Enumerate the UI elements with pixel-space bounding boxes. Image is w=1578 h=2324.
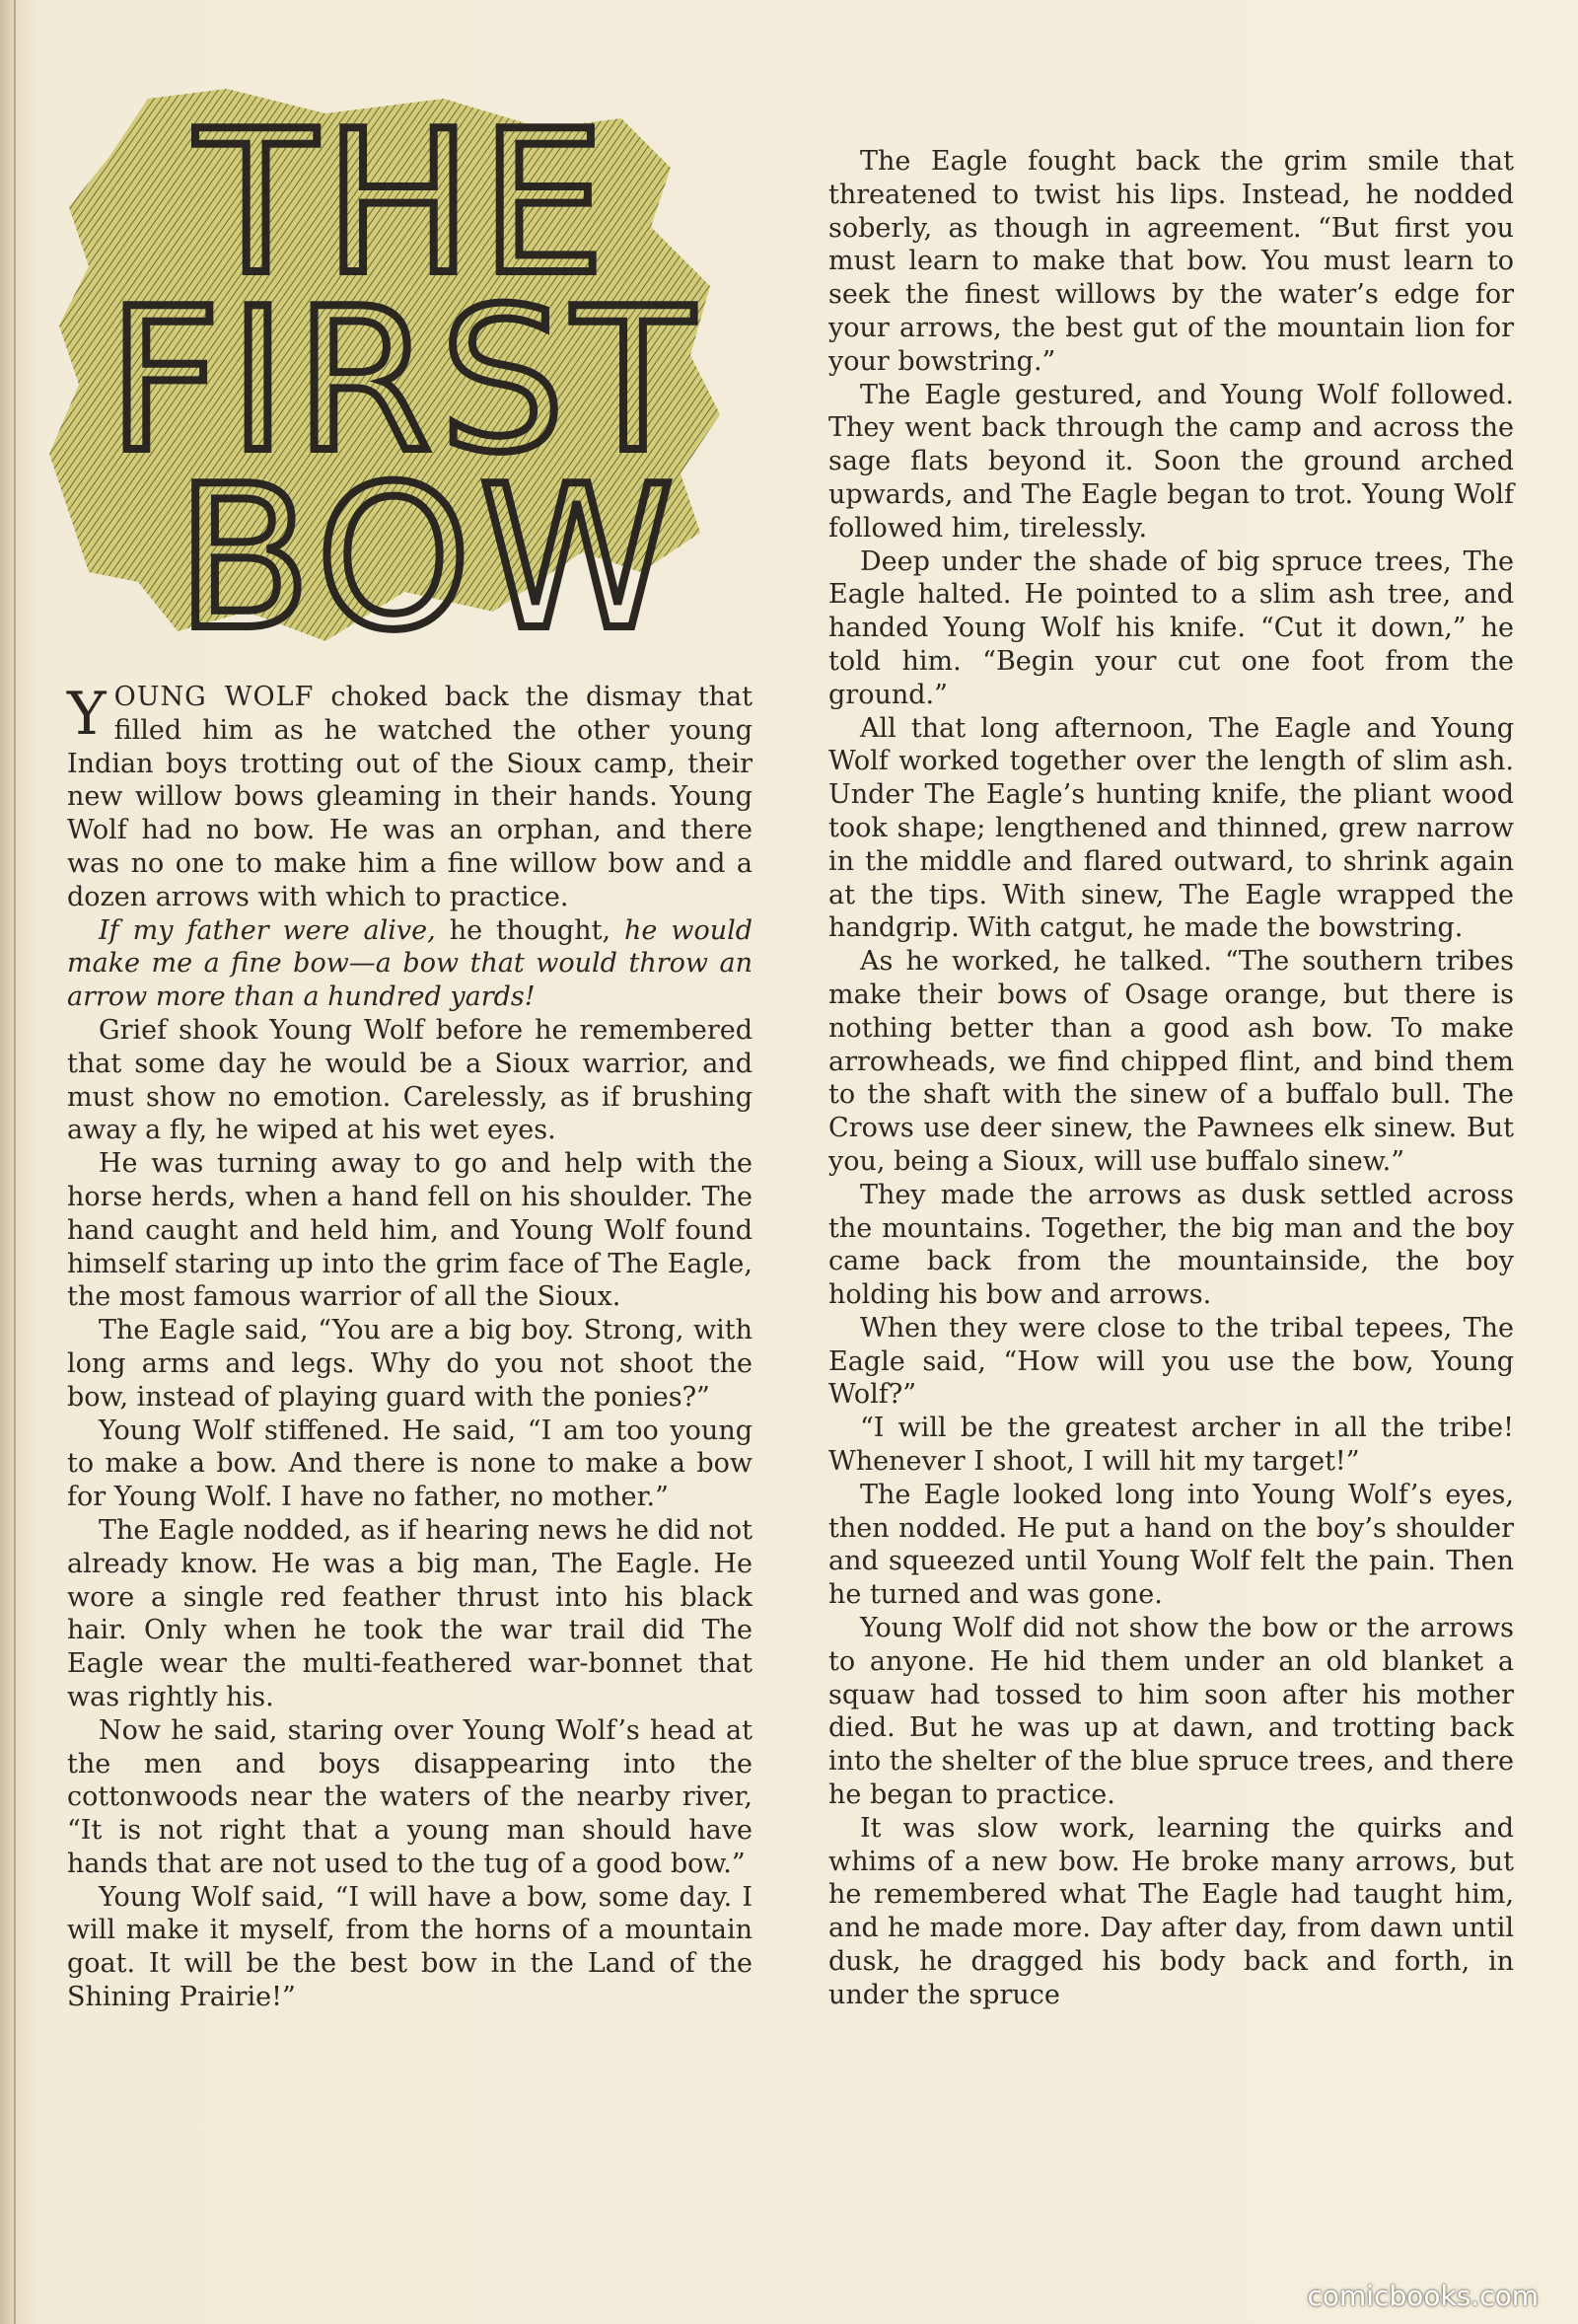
left-paragraph-2	[67, 914, 753, 1014]
right-paragraph-6: They made the arrows as dusk settled across the mountains. Together, the big man and the boy came back from the mountainside, the boy holding his bow and arrows.	[828, 1179, 1514, 1311]
right-paragraph-5: As he worked, he talked. “The southern tribes make their bows of Osage orange, but there is nothing better than a good ash bow. To make arrowheads, we find chipped flint, and bind them to the shaft with the sinew of a buffalo bull. The Crows use deer sinew, the Pawnees elk sinew. But you, being a Sioux, will use buffalo sinew.”	[828, 946, 1514, 1177]
right-paragraph-4: All that long afternoon, The Eagle and Young Wolf worked together over the length of slim ash. Under The Eagle’s hunting knife, the pliant wood took shape; lengthened and thinned, grew narrow in the middle and flared outward, to shrink again at the tips. With sinew, The Eagle wrapped the handgrip. With catgut, he made the bowstring.	[828, 712, 1514, 944]
left-paragraph-4: He was turning away to go and help with the horse herds, when a hand fell on his shoulder. The hand caught and held him, and Young Wolf found himself staring up into the grim face of The Eagle, the most famous warrior of all the Sioux.	[67, 1148, 753, 1313]
right-column	[828, 145, 1514, 2012]
left-paragraph-6: Young Wolf stiffened. He said, “I am too young to make a bow. And there is none to make a bow for Young Wolf. I have no father, no mother.”	[67, 1415, 753, 1513]
site-watermark: comicbooks.com	[1307, 2280, 1539, 2312]
right-paragraph-8: “I will be the greatest archer in all the tribe! Whenever I shoot, I will hit my target!”	[828, 1413, 1514, 1478]
left-column	[67, 681, 753, 2014]
right-paragraph-9: The Eagle looked long into Young Wolf’s eyes, then nodded. He put a hand on the boy’s shoulder and squeezed until Young Wolf felt the pain. Then he turned and was gone.	[828, 1479, 1514, 1611]
page-spine	[14, 0, 16, 2324]
left-paragraph-8: Now he said, staring over Young Wolf’s head at the men and boys disappearing into the cottonwoods near the waters of the nearby river, “It is not right that a young man should have hands that are not used to the tug of a good bow.”	[67, 1714, 753, 1879]
right-paragraph-3: Deep under the shade of big spruce trees, The Eagle halted. He pointed to a slim ash tree, and handed Young Wolf his knife. “Cut it down,” he told him. “Begin your cut one foot from the ground.”	[828, 545, 1514, 710]
opening-small-caps: OUNG WOLF	[113, 682, 315, 712]
left-paragraph-7: The Eagle nodded, as if hearing news he did not already know. He was a big man, The Eagle. He wore a single red feather thrust into his black hair. Only when he took the war trail did The Eagle wear the multi-feathered war-bonnet that was rightly his.	[67, 1514, 753, 1712]
italic-thought-a: If my father were alive,	[99, 914, 436, 946]
title-line-2: FIRST	[107, 266, 702, 496]
right-paragraph-1: The Eagle fought back the grim smile that threatened to twist his lips. Instead, he nodded soberly, as though in agreement. “But first you must learn to make that bow. You must learn to seek the finest willows by the water’s edge for your arrows, the best gut of the mountain lion for your bowstring.”	[828, 146, 1514, 377]
right-paragraph-7: When they were close to the tribal tepees, The Eagle said, “How will you use the bow, Young Wolf?”	[828, 1312, 1514, 1411]
left-paragraph-5: The Eagle said, “You are a big boy. Strong, with long arms and legs. Why do you not shoot the bow, instead of playing guard with the ponies?”	[67, 1315, 753, 1413]
title-line-3: BOW	[176, 444, 682, 661]
left-paragraph-2-roman: he thought,	[435, 914, 624, 946]
left-paragraph-1	[67, 681, 753, 914]
left-paragraph-9: Young Wolf said, “I will have a bow, some day. I will make it myself, from the horns of a mountain goat. It will be the best bow in the Land of the Shining Prairie!”	[67, 1881, 753, 2013]
left-paragraph-1-text: choked back the dismay that filled him as he watched the other young Indian boys trotting out of the Sioux camp, their new willow bows gleaming in their hands. Young Wolf had no bow. He was an orphan, and there was no one to make him a fine willow bow and a dozen arrows with which to practice.	[67, 682, 753, 912]
title-graphic	[30, 59, 779, 661]
right-paragraph-11: It was slow work, learning the quirks and whims of a new bow. He broke many arrows, but he remembered what The Eagle had taught him, and he made more. Day after day, from dawn until dusk, he dragged his body back and forth, in under the spruce	[828, 1812, 1514, 2010]
right-paragraph-2: The Eagle gestured, and Young Wolf followed. They went back through the camp and across the sage flats beyond it. Soon the ground arched upwards, and The Eagle began to trot. Young Wolf followed him, tirelessly.	[828, 379, 1514, 544]
title-line-1: THE	[195, 89, 613, 319]
italic-thought-b: he would make me a fine bow—a bow that would throw an arrow more than a hundred yards!	[67, 914, 753, 1013]
right-paragraph-10: Young Wolf did not show the bow or the arrows to anyone. He hid them under an old blanket a squaw had tossed to him soon after his mother died. But he was up at dawn, and trotting back into the shelter of the blue spruce trees, and there he began to practice.	[828, 1613, 1514, 1811]
story-title	[30, 59, 779, 661]
left-paragraph-3: Grief shook Young Wolf before he remembered that some day he would be a Sioux warrior, and must show no emotion. Carelessly, as if brushing away a fly, he wiped at his wet eyes.	[67, 1014, 753, 1146]
drop-cap: Y	[67, 680, 107, 749]
